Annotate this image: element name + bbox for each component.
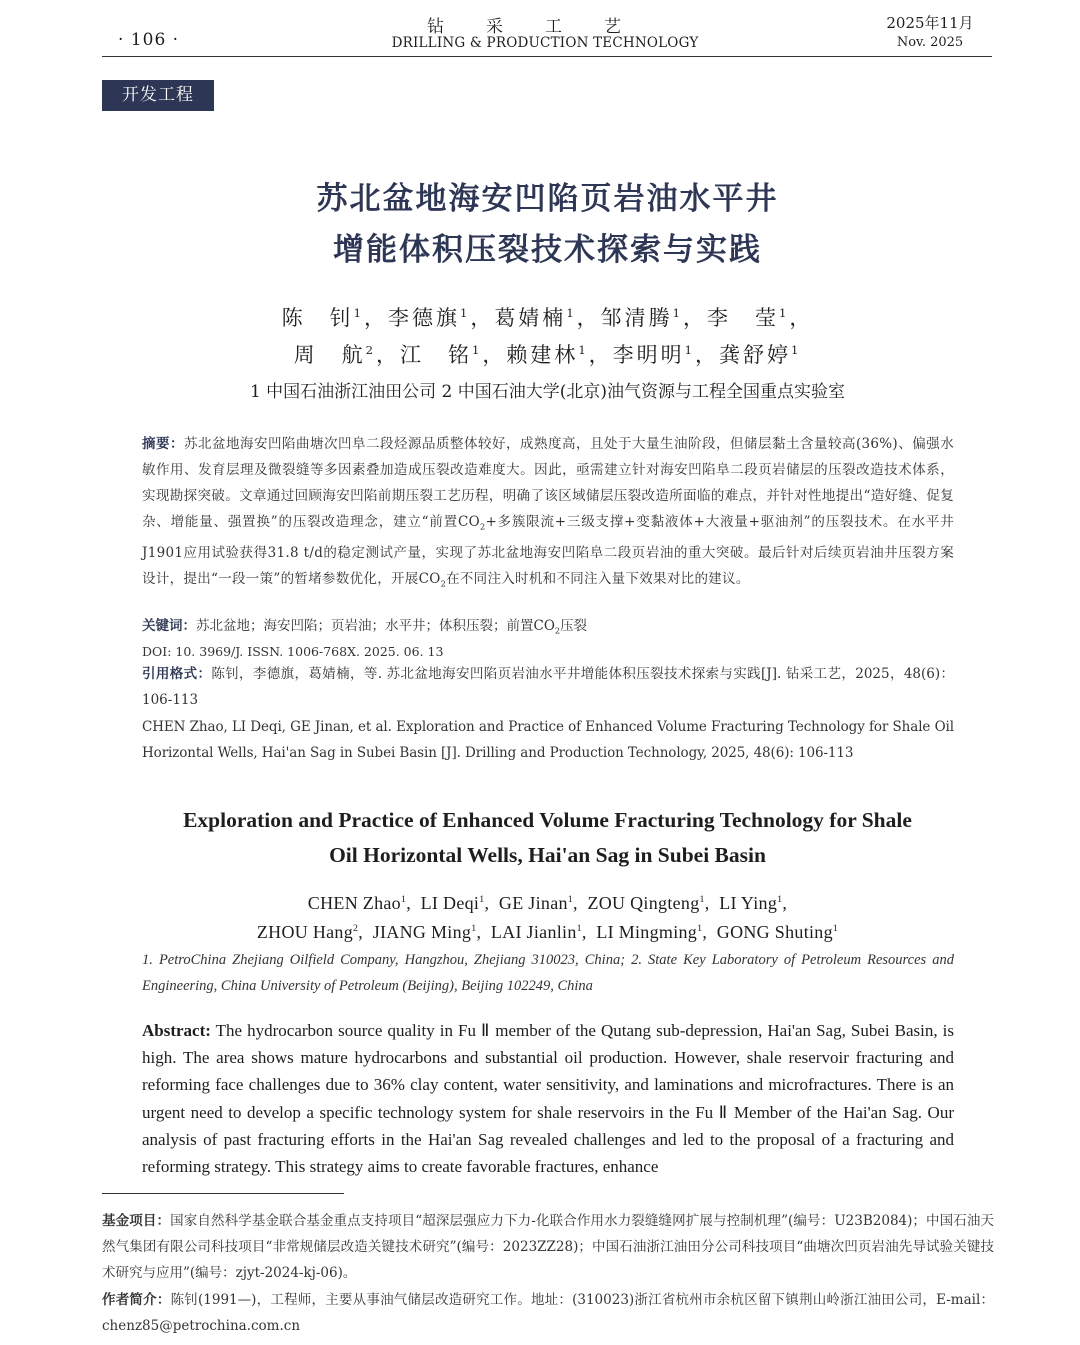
authors-en-line2 bbox=[100, 922, 995, 943]
author-bio-text: 陈钊(1991—)，工程师，主要从事油气储层改造研究工作。地址：(310023)浙江省杭州市余杭区留下镇荆山岭浙江油田公司，E-mail：chenz85@petrochina.com.cn bbox=[102, 1292, 995, 1334]
author-name: ZHOU Hang bbox=[256, 922, 354, 942]
journal-title-en: DRILLING & PRODUCTION TECHNOLOGY bbox=[391, 35, 699, 51]
author-separator: ， bbox=[576, 306, 601, 330]
abstract-cn-text: 在不同注入时机和不同注入量下效果对比的建议。 bbox=[446, 570, 750, 587]
author-name: 李明明 bbox=[612, 343, 685, 367]
author-separator: , bbox=[702, 922, 717, 942]
author-name: LI Ying bbox=[719, 893, 778, 913]
author-separator: , bbox=[484, 893, 499, 913]
author-separator: ， bbox=[695, 343, 720, 367]
author-separator: , bbox=[782, 893, 788, 913]
keywords-cn-subscript: 2 bbox=[554, 625, 561, 636]
issue-date-cn: 2025年11月 bbox=[886, 14, 974, 32]
author-name: 邹清腾 bbox=[600, 306, 673, 330]
abstract-en-label: Abstract: bbox=[142, 1021, 211, 1040]
author-affiliation-mark: 1 bbox=[567, 894, 574, 905]
title-cn-line2: 增能体积压裂技术探索与实践 bbox=[333, 232, 762, 268]
footnote-funding bbox=[102, 1208, 994, 1286]
author-separator: , bbox=[358, 922, 373, 942]
author-name: LI Mingming bbox=[596, 922, 698, 942]
funding-label: 基金项目： bbox=[102, 1213, 171, 1229]
author-name: 李 莹 bbox=[707, 306, 780, 330]
author-affiliation-mark: 1 bbox=[699, 894, 705, 905]
author-affiliation-mark: 2 bbox=[353, 923, 359, 934]
title-cn-line1: 苏北盆地海安凹陷页岩油水平井 bbox=[316, 181, 779, 217]
author-affiliation-mark: 1 bbox=[791, 343, 802, 357]
author-name: 江 铭 bbox=[399, 343, 472, 367]
keywords-cn-tail: 压裂 bbox=[560, 618, 588, 634]
issue-date-en: Nov. 2025 bbox=[896, 35, 964, 50]
abstract-cn-text: 苏北盆地海安凹陷曲塘次凹阜二段烃源品质整体较好，成熟度高，且处于大量生油阶段，但储层黏土含量较高(36%)、偏强水敏作用、发育层理及微裂缝等多因素叠加造成压裂改造难度大。因此，亟需建立针对海安凹陷阜二段页岩储层的压裂改造技术体系，实现勘探突破。文章通过回顾海安凹陷前期压裂工艺历程，明确了该区域储层压裂改造所面临的难点，并针对性地提出“造好缝、促复杂、增能量、强置换”的压裂改造理念，建立“前置CO bbox=[142, 436, 954, 530]
author-name: LI Deqi bbox=[420, 893, 480, 913]
author-separator: ， bbox=[375, 343, 400, 367]
author-name: ZOU Qingteng bbox=[587, 893, 700, 913]
author-affiliation-mark: 1 bbox=[400, 894, 407, 905]
author-name: 周 航 bbox=[293, 343, 366, 367]
author-separator: , bbox=[573, 893, 588, 913]
author-separator: ， bbox=[470, 306, 495, 330]
citation-cn bbox=[142, 661, 954, 713]
author-affiliation-mark: 1 bbox=[576, 923, 582, 934]
author-affiliation-mark: 1 bbox=[777, 894, 783, 905]
abstract-en-text: The hydrocarbon source quality in Fu Ⅱ member of the Qutang sub-depression, Hai'an Sag, Subei Basin, is high. The area shows mature hydrocarbons and substantial oil production. However, shale reservoir fracturing and reforming face challenges due to 36% clay content, water sensitivity, and laminations and microfractures. There is an urgent need to develop a specific technology system for shale reservoirs in the Fu Ⅱ Member of the Hai'an Sag. Our analysis of past fracturing efforts in the Hai'an Sag revealed challenges and led to the proposal of a fracturing and reforming strategy. This strategy aims to create favorable fractures, enhance bbox=[142, 1021, 954, 1177]
author-separator: ， bbox=[482, 343, 507, 367]
authors-cn-line1 bbox=[100, 302, 995, 332]
footnote-divider bbox=[102, 1193, 344, 1194]
author-affiliation-mark: 1 bbox=[672, 306, 684, 320]
author-separator: , bbox=[476, 922, 491, 942]
funding-text: 国家自然科学基金联合基金重点支持项目“超深层强应力下力-化联合作用水力裂缝缝网扩展与控制机理”(编号：U23B2084)；中国石油天然气集团有限公司科技项目“非常规储层改造关键技术研究”(编号：2023ZZ28)；中国石油浙江油田分公司科技项目“曲塘次凹页岩油先导试验关键技术研究与应用”(编号：zjyt-2024-kj-06)。 bbox=[102, 1213, 994, 1281]
author-name: JIANG Ming bbox=[372, 922, 472, 942]
abstract-en bbox=[142, 1017, 954, 1180]
author-name: 陈 钊 bbox=[281, 306, 354, 330]
keywords-cn-text: 苏北盆地；海安凹陷；页岩油；水平井；体积压裂；前置CO bbox=[196, 618, 555, 634]
authors-en-line1 bbox=[100, 893, 995, 914]
citation-cn-label: 引用格式： bbox=[142, 666, 212, 682]
author-bio-label: 作者简介： bbox=[102, 1292, 171, 1308]
author-name: GONG Shuting bbox=[716, 922, 833, 942]
author-name: 李德旗 bbox=[387, 306, 460, 330]
author-name: LAI Jianlin bbox=[490, 922, 577, 942]
affiliations-cn: 1 中国石油浙江油田公司 2 中国石油大学(北京)油气资源与工程全国重点实验室 bbox=[249, 382, 846, 402]
author-separator: , bbox=[581, 922, 597, 942]
author-separator: ， bbox=[683, 306, 708, 330]
author-affiliation-mark: 1 bbox=[566, 306, 577, 320]
author-affiliation-mark: 1 bbox=[459, 306, 471, 320]
abstract-cn bbox=[142, 431, 954, 596]
author-affiliation-mark: 1 bbox=[697, 923, 703, 934]
doi: DOI: 10. 3969/J. ISSN. 1006-768X. 2025. 06. 13 bbox=[142, 644, 444, 659]
author-name: 龚舒婷 bbox=[719, 343, 792, 367]
author-affiliation-mark: 1 bbox=[779, 306, 790, 320]
author-name: 赖建林 bbox=[506, 343, 579, 367]
author-name: GE Jinan bbox=[498, 893, 568, 913]
author-affiliation-mark: 1 bbox=[479, 894, 485, 905]
author-name: 葛婧楠 bbox=[494, 306, 567, 330]
authors-cn-line2 bbox=[100, 339, 995, 369]
footnote-author bbox=[102, 1287, 994, 1339]
citation-en: CHEN Zhao, LI Deqi, GE Jinan, et al. Exploration and Practice of Enhanced Volume Fracturing Technology for Shale Oil Horizontal Wells, Hai'an Sag in Subei Basin [J]. Drilling and Production Technology, 2025, 48(6): 106-113 bbox=[142, 719, 954, 761]
title-en-line2: Oil Horizontal Wells, Hai'an Sag in Subei Basin bbox=[329, 843, 766, 867]
author-separator: , bbox=[704, 893, 720, 913]
author-separator: ， bbox=[363, 306, 388, 330]
affiliations-en: 1. PetroChina Zhejiang Oilfield Company, Hangzhou, Zhejiang 310023, China; 2. State Key Laboratory of Petroleum Resources and Engineering, China University of Petroleum (Beijing), Beijing 102249, China bbox=[142, 952, 954, 994]
abstract-cn-label: 摘要： bbox=[142, 436, 184, 452]
abstract-cn-subscript: 2 bbox=[479, 521, 486, 532]
author-name: CHEN Zhao bbox=[307, 893, 401, 913]
author-affiliation-mark: 1 bbox=[353, 306, 364, 320]
author-affiliation-mark: 1 bbox=[684, 343, 696, 357]
citation-cn-text: 陈钊，李德旗，葛婧楠，等. 苏北盆地海安凹陷页岩油水平井增能体积压裂技术探索与实践[J]. 钻采工艺，2025，48(6)：106-113 bbox=[142, 666, 954, 708]
keywords-cn-label: 关键词： bbox=[142, 618, 196, 634]
abstract-cn-subscript: 2 bbox=[440, 578, 447, 589]
abstract-cn-text: +多簇限流+三级支撑+变黏液体+大液量+驱油剂”的压裂技术。在水平井J1901应用试验获得31.8 t/d的稳定测试产量，实现了苏北盆地海安凹陷阜二段页岩油的重大突破。最后针对后续页岩油井压裂方案设计，提出“一段一策”的暂堵参数优化，开展CO bbox=[142, 514, 954, 587]
header-divider bbox=[102, 56, 992, 57]
author-affiliation-mark: 1 bbox=[832, 923, 839, 934]
author-affiliation-mark: 1 bbox=[471, 923, 477, 934]
author-affiliation-mark: 1 bbox=[578, 343, 589, 357]
title-en-line1: Exploration and Practice of Enhanced Volume Fracturing Technology for Shale bbox=[183, 808, 912, 832]
author-separator: , bbox=[406, 893, 421, 913]
author-separator: ， bbox=[588, 343, 613, 367]
journal-title-cn: 钻采工艺 bbox=[427, 17, 663, 37]
section-tag: 开发工程 bbox=[102, 80, 214, 111]
author-separator: ， bbox=[789, 306, 814, 330]
author-affiliation-mark: 1 bbox=[471, 343, 483, 357]
page-number: · 106 · bbox=[118, 30, 180, 50]
author-affiliation-mark: 2 bbox=[365, 343, 376, 357]
